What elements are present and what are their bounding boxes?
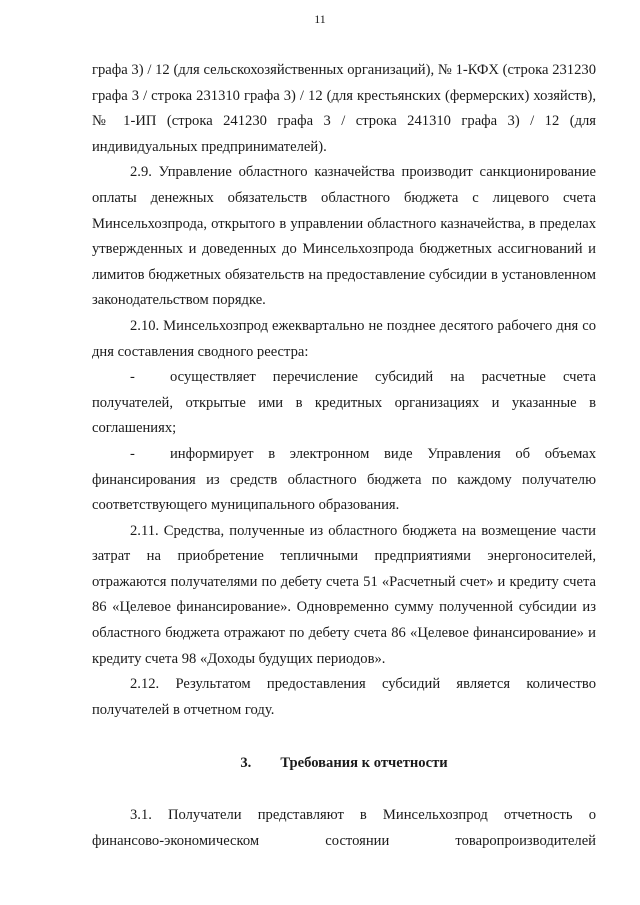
section-number: 3. — [240, 755, 252, 772]
page-number: 11 — [314, 12, 326, 26]
list-dash: - — [130, 369, 135, 386]
paragraph-2-12: 2.12. Результатом предоставления субсидий является количество получателей в отчетном году. — [92, 676, 596, 718]
list-dash: - — [130, 445, 135, 462]
list-item — [92, 442, 596, 519]
list-item-text: осуществляет перечисление субсидий на расчетные счета получателей, открытые ими в кредитных организациях и указанные в соглашениях; — [92, 369, 596, 437]
document-body — [92, 58, 596, 854]
paragraph-2-11: 2.11. Средства, полученные из областного бюджета на возмещение части затрат на приобретение тепличными предприятиями энергоносителей, отражаются получателями по дебету счета 51 «Расчетный счет» и кредиту счета 86 «Целевое финансирование». Одновременно сумму полученной субсидии из областного бюджета отражают по дебету счета 86 «Целевое финансирование» и кредиту счета 98 «Доходы будущих периодов». — [92, 522, 596, 667]
paragraph-3-1: 3.1. Получатели представляют в Минсельхозпрод отчетность о финансово-экономическом состоянии товаропроизводителей — [92, 807, 596, 849]
section-heading — [92, 751, 596, 777]
list-item-text: информирует в электронном виде Управления об объемах финансирования из средств областного бюджета по каждому получателю соответствующего муниципального образования. — [92, 445, 596, 514]
section-title: Требования к отчетности — [280, 755, 448, 772]
paragraph-continuation: графа 3) / 12 (для сельскохозяйственных организаций), № 1-КФХ (строка 231230 графа 3 / строка 231310 графа 3) / 12 (для крестьянских (фермерских) хозяйств), № 1-ИП (строка 241230 графа 3 / строка 241310 графа 3) / 12 (для индивидуальных предпринимателей). — [92, 62, 596, 155]
paragraph-2-10: 2.10. Минсельхозпрод ежеквартально не позднее десятого рабочего дня со дня составления сводного реестра: — [92, 317, 596, 360]
list-item — [92, 365, 596, 442]
paragraph-2-9: 2.9. Управление областного казначейства производит санкционирование оплаты денежных обязательств областного бюджета с лицевого счета Минсельхозпрода, открытого в управлении областного казначейства, в пределах утвержденных и доведенных до Минсельхозпрода бюджетных ассигнований и лимитов бюджетных обязательств на предоставление субсидии в установленном законодательством порядке. — [92, 164, 596, 309]
